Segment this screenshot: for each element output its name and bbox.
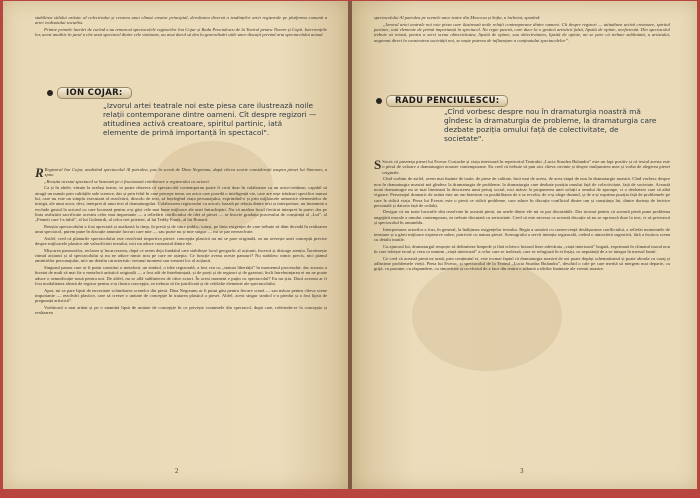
left-body-para: „Reușita acestui spectacol se bazează pe o fructuoasă colaborare a regizorului cu actorii.	[44, 178, 210, 184]
paper-stain	[412, 261, 562, 371]
dropcap-s: S	[374, 157, 382, 172]
left-intro-para-2: Printre primele lucrări de curînd s-au remarcat spectacolele regizorilor Ion Cojar și Radu Penciulescu de la Teatrul pentru Tineret și Copii. Intervențiile lor, acest analitic în jurul a cîte unui spectacol dintre cele vizionate, au avut darul să dea la generalizări utile unor discuții privind arta spectacolului actual.	[35, 26, 327, 38]
right-body-para: S Socot că prezența piesei lui Everac Costache și viața interioară în repertoriul Teatrului „Lucia Sturdza Bulandra” este un fapt pozitiv și că textul acesta este o piesă de valoare a dramaturgiei noastre contemporane. Eu cred că trebuie să pun aici cîteva cuvinte și despre mulțumirea mea și vorba de alegerea piesei originale.	[374, 157, 670, 175]
bullet-icon	[376, 98, 382, 104]
bullet-icon	[47, 90, 53, 96]
left-body-text	[35, 167, 327, 317]
left-body-para: R Regizorul Ion Cojar, analizînd spectacolul Al patrulea, pus în scenă de Dina Negreanu, după cîteva scurte considerații asupra piesei lui Simonov, a spus:	[35, 165, 327, 180]
right-quote: „Cînd vorbesc despre nou în dramaturgia noastră mă gîndesc la dramaturgia de probleme, la dramaturgia care dezbate poziția omului față de colectivitate, de societate".	[444, 107, 657, 144]
page-number-right: 3	[520, 467, 524, 475]
page-number-left: 2	[175, 467, 179, 475]
left-body-para: Reușita spectacolului a fost apreciată și analizată la timp, în presă și de către public; totuși, pe linia exigenței de care trebuie să dăm dovadă în realizarea unui spectacol, putem pune în discuție anumite lucruri care mie — sau poate nu și mie singur — mi se par nerezolvate.	[35, 224, 327, 235]
left-body-para: Ca și în altele, văzute la același teatru, se poate observa că spectacolul contemporan poate fi croit doar în colaborare cu un actor-cetățean, capabil să atragă un număr prin calitățile sale scenice, dar și prin felul în care percepe tema, un actor care posedă o inteligență vie, care are nișe trăsături specifice numai lui, care nu este un simplu executant al rezolvării, dincolo de text, să înțelegînd viața personajului, exprimînd-o și prin mijloacele armonice elementelor de intrigă, ale unui actor, deci, interpret al unui text al dramaturgului. Colaborarea regizorului cu actorii, bazată pe relația dintre text și interpretare, nu înseamnă a exclude gustul la actorul cu care lucrează pentru a-și găsi cele mai bune mijloace ale unei întruchipări. Nu vă analiza locul fiecărui interpret în parte; dar pe linia realizării sacrificate acestea celor mai importante — a reliefării conflictului de idei al piesei — se înscrie gradația procesului de conștiință al „Lui”, al „Femeii care l-a iubit”, al lui Guletardi, al celor trei prieteni, al lui Teddy Frank, al lui Bonard.	[35, 185, 327, 223]
right-intro-para-2: „Izvorul artei teatrale noi este piesa care ilustrează noile relații contemporane dintre oameni. Cît despre regizori — atitudinea activă creatoare, spiritul partinic, iată elemente de primă importanță în spectacol. Nu regie pasivă, care duce la o gestică artistică falsă, lipsită de opinie, neeficientă. Din spectacolul trebuie să reiasă, pentru a servi scena obiectivitatea, lipsită de opinie, sau obiectivitatea, lipsită de opinie, mi se pare că trebuie subliniată, a artistului, angrenat direct în construirea societății noi, se naște puterea de influențare a conținutului spectacolelor”.	[374, 21, 670, 43]
right-body-para: Interpretarea actorilor a fost, în general, la înălțimea exigențelor textului. Regia a urmărit cu consecvență desfășurarea conflictului, a reliefat momentele de tensiune și a găsit mijloace expresive sobre, potrivite cu natura piesei. Scenografia a servit intenția regizorală, creînd o atmosferă sugestivă, fără a încărca scena cu detalii inutile.	[374, 226, 670, 243]
right-body-text	[374, 159, 670, 273]
left-body-para: Singurul panou care ar fi putut constitui o metaforă, un simbol, o idee regizorală, a fost cea cu „statuia libertății” în momentul procesului: dar aceasta a încetat de mult să mai fie o metaforă artistică originală — a fost atît de întrebuințată, și de poeți și de regizori și de gazetari, încît întrebuințarea ei nu ne poate aduce o semnificație nouă pentru noi. De altfel, nu se află sublinierea de către actori. În acest moment e puțin cu spectacolul? Eu nu știu. Dacă aceasta ar fi fost modalitatea aleasă de regizor pentru a-și ilustra concepția, ea trebuia să fie justificată și de celelalte elemente ale spectacolului.	[35, 264, 327, 286]
right-intro-text	[374, 15, 670, 44]
speaker-name-radu-penciulescu: RADU PENCIULESCU:	[386, 95, 508, 107]
right-page	[352, 1, 697, 489]
right-body-para: Cu ajutorul lui, dramaturgul reușește să delimiteze limpede și fără echivoc hotarul între adevărata „viață interioară” bogată, exprimată în climatul moral nou în care trăiește eroul și ceea ce numim „viață interioară” a celor care se izolează, care se refugiază în ei înșiși, cu neputință de a se integra în mersul lumii.	[374, 243, 670, 255]
left-body-para: Mișcarea pamourilor, reclarea și încarcerarea, după ce avem deja fundalul care stabilește locul geografic al acțiunii, încercă și distrage atenția. Încetinește ritmul acțiunii și al spectacolului și nu ne aduce nimic nou pe care ne aștepta. Ce funcție aveau aceste panouri? Nu stabilesc nimic precis, nici planul amintirilor personajului, nici un detaliu caracteristic vreunui moment sau vreunei loc al acțiunii.	[35, 247, 327, 264]
left-heading	[47, 87, 132, 99]
right-body-para: Ce cred că această piesă ne arată, prin conținutul ei, este tocmai faptul că dramaturgia noastră de azi poate depăși schematismul și poate aborda cu curaj și adîncime problemele vieții. Piesa lui Everac, și spectacolul de la Teatrul „Lucia Sturdza Bulandra”, deschid o cale pe care merită să mergem mai departe, cu grijă, cu pasiune, cu răspundere, cu sinceritate și cu efortul de a face din teatru o tribună a ideilor înaintate ale vremii noastre.	[374, 255, 670, 272]
dropcap-r: R	[35, 165, 44, 180]
left-quote: „Izvorul artei teatrale noi este piesa care ilustrează noile relații contemporane dintre oameni. Cît despre regizori — atitudinea activă creatoare, spiritul partinic, iată elemente de primă importanță în spectacol".	[103, 101, 317, 138]
right-heading	[376, 95, 508, 107]
right-body-para: Cînd vorbim de astfel, avem mai înainte de toate, de piese de calitate, încă mai de aceea, de acea etapă de nou în dramaturgie noastră. Cînd vorbesc despre nou în dramaturgia noastră mă gîndesc la dramaturgia de probleme, la dramaturgia care dezbate poziția omului față de colectivitate, față de societate. Această nouă dramaturgie nu se mai limitează la descrierea unui peisaj social, nici măcar la propunerea unei soluții a omului de aproape, ci o dezbatere care să aibă vigoare. Personajul dramatic de astăzi este un om înzestrat cu posibilitatea de a se revolta, de a-și alege drumul, și de a-și exprima poziția față de problemele pe care le ridică viața. Piesa lui Everac este o piesă ce ridică probleme, care aduce în discuție conflictul dintre om și conștiința lui, dintre dorința de fericire personală și datoria față de ceilalți.	[374, 176, 670, 208]
book-spread	[3, 1, 697, 489]
right-body-para: Desigur că nu toate lucrurile sînt rezolvate în această piesă, iar unele dintre ele mi se par discutabile. Dar tocmai pentru că această piesă pune problema angajării morale a omului contemporan, ea trebuie discutată cu seriozitate. Cred că este necesar ca această discuție să nu se oprească doar la text, ci să privească și spectacolul în ansamblu.	[374, 209, 670, 226]
left-body-para: Apoi, mi se pare lipsit de necesitate schimbarea scenelor din piesă. Dina Negreanu ar fi putut găsi pentru fiecare scenă — sau măcar pentru cîteva scene importante — rezolvări plastice, care să creeze o unitate de concepție în tratarea plastică a piesei. Altfel, acest singur simbol s-a pierdut și a fost lipsit de pregnanță artistică”.	[35, 287, 327, 304]
left-body-para: Astfel, cred că planurile spectacolului este rezolvată importiva piesei: concepția plastică nu mi se pare originală, ea nu servește unei concepții precise despre mijloacele plastice ale valorificării textului, nici nu aduce contrastul dintre ele.	[35, 235, 327, 247]
left-intro-para-1: stabilirea stilului artistic al colectivului și crearea unui climat creator principial, devoltarea diversă a tendințelor artei regizorale pe platforma comună a artei realismului socialist.	[35, 15, 327, 26]
speaker-name-ion-cojar: ION COJAR:	[57, 87, 132, 99]
left-intro-text	[35, 15, 327, 39]
left-page	[3, 1, 348, 489]
left-body-para: Vorbitorul a mai arătat și pe o anumită lipsă de unitate de concepție în ce privește costumele din spectacol, după care, referindu-se la concepția și realizarea	[35, 304, 327, 316]
right-intro-para-1: spectacolului Al patrulea pe scenele unor teatre din Moscova și Sofia, a încheiat, spunînd:	[374, 15, 541, 20]
